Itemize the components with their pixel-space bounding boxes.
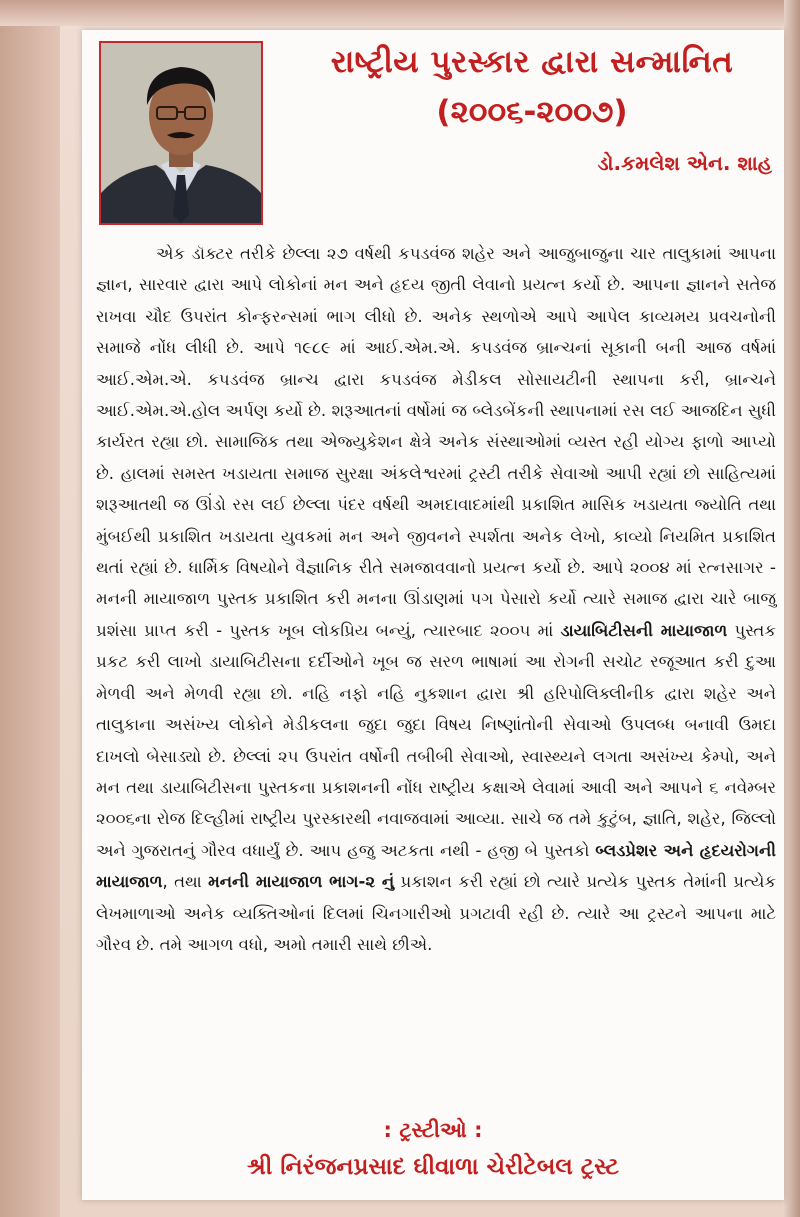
portrait-icon bbox=[101, 43, 261, 223]
tribute-paragraph bbox=[96, 238, 776, 960]
page-left-edge bbox=[0, 0, 60, 1217]
trustees-label: : ટ્રસ્ટીઓ : bbox=[383, 1118, 483, 1142]
author-name: ડો.કમલેશ એન. શાહ bbox=[597, 151, 772, 175]
tribute-card bbox=[82, 30, 784, 1200]
book-title-diabetes: ડાયાબિટીસની માયાજાળ bbox=[560, 620, 728, 640]
paragraph-text-3: , તથા bbox=[162, 872, 209, 892]
book-title-mind-part2: મનની માયાજાળ ભાગ-૨ નું bbox=[208, 872, 395, 892]
award-years: (૨૦૦૬-૨૦૦૭) bbox=[436, 94, 628, 130]
page-right-edge bbox=[784, 0, 800, 1217]
book-title-bp-heart: બ્લડપ્રેશર અને હૃદયરોગની માયાજાળ bbox=[96, 840, 776, 892]
page-title: રાષ્ટ્રીય પુરસ્કાર દ્વારા સન્માનિત bbox=[330, 44, 734, 80]
paragraph-text-1: એક ડૉક્ટર તરીકે છેલ્લા ૨૭ વર્ષથી કપડવંજ શહેર અને આજુબાજુના ચાર તાલુકામાં આપના જ્ઞાન, સારવાર દ્વારા આપે લોકોનાં મન અને હૃદય જીતી લેવાનો પ્રયત્ન કર્યો છે. આપના જ્ઞાનને સતેજ રાખવા ચૌદ ઉપરાંત કોન્ફરન્સમાં ભાગ લીધો છે. અનેક સ્થળોએ આપે આપેલ કાવ્યમય પ્રવચનોની સમાજે નોંધ લીધી છે. આપે ૧૯૮૯ માં આઈ.એમ.એ. કપડવંજ બ્રાન્ચનાં સૂકાની બની આજ વર્ષમાં આઈ.એમ.એ. કપડવંજ બ્રાન્ચ દ્વારા કપડવંજ મેડીકલ સોસાયટીની સ્થાપના કરી, બ્રાન્ચને આઈ.એમ.એ.હોલ અર્પણ કર્યો છે. શરૂઆતનાં વર્ષોમાં જ બ્લેડબેંકની સ્થાપનામાં રસ લઈ આજદિન સુધી કાર્યરત રહ્યા છો. સામાજિક તથા એજ્યુકેશન ક્ષેત્રે અનેક સંસ્થાઓમાં વ્યસ્ત રહી યોગ્ય ફાળો આપ્યો છે. હાલમાં સમસ્ત ખડાયતા સમાજ સુરક્ષા અંકલેશ્વરમાં ટ્રસ્ટી તરીકે સેવાઓ આપી રહ્યાં છો સાહિત્યમાં શરૂઆતથી જ ઊંડો રસ લઈ છેલ્લા પંદર વર્ષથી અમદાવાદમાંથી પ્રકાશિત માસિક ખડાયતા જ્યોતિ તથા મુંબઈથી પ્રકાશિત ખડાયતા યુવકમાં મન અને જીવનને સ્પર્શતા અનેક લેખો, કાવ્યો નિયમિત પ્રકાશિત થતાં રહ્યાં છે. ધાર્મિક વિષયોને વૈજ્ઞાનિક રીતે સમજાવવાનો પ્રયત્ન કર્યો છે. આપે ૨૦૦૪ માં રત્નસાગર - મનની માયાજાળ પુસ્તક પ્રકાશિત કરી મનના ઊંડાણમાં પગ પેસારો કર્યો ત્યારે સમાજ દ્વારા ચારે બાજુ પ્રશંસા પ્રાપ્ત કરી - પુસ્તક ખૂબ લોકપ્રિય બન્યું, ત્યારબાદ ૨૦૦૫ માં bbox=[96, 244, 776, 640]
paragraph-text-4: પ્રકાશન કરી રહ્યાં છો ત્યારે પ્રત્યેક પુસ્તક તેમાંની પ્રત્યેક લેખમાળાઓ અનેક વ્યક્તિઓનાં દિલમાં ચિનગારીઓ પ્રગટાવી રહી છે. ત્યારે આ ટ્રસ્ટને આપના માટે ગૌરવ છે. તમે આગળ વધો, અમો તમારી સાથે છીએ. bbox=[96, 872, 777, 954]
paragraph-text-2: પુસ્તક પ્રકટ કરી લાખો ડાયાબિટીસના દર્દીઓને ખૂબ જ સરળ ભાષામાં આ રોગની સચોટ રજૂઆત કરી દુઆ મેળવી અને મેળવી રહ્યા છો. નહિ નફો નહિ નુકશાન દ્વારા શ્રી હરિપોલિક્લીનીક દ્વારા શહેર અને તાલુકાના અસંખ્ય લોકોને મેડીકલના જુદા જુદા વિષય નિષ્ણાંતોની સેવાઓ ઉપલબ્ધ બનાવી ઉમદા દાખલો બેસાડ્યો છે. છેલ્લાં ૨૫ ઉપરાંત વર્ષોની તબીબી સેવાઓ, સ્વાસ્થ્યને લગતા અસંખ્ય કેમ્પો, અને મન તથા ડાયાબિટીસના પુસ્તકના પ્રકાશનની નોંધ રાષ્ટ્રીય કક્ષાએ લેવામાં આવી અને આપને ૬ નવેમ્બર ૨૦૦૬ના રોજ દિલ્હીમાં રાષ્ટ્રીય પુરસ્કારથી નવાજવામાં આવ્યા. સાચે જ તમે કુટુંબ, જ્ઞાતિ, શહેર, જિલ્લો અને ગુજરાતનું ગૌરવ વધાર્યું છે. આપ હજુ અટકતા નથી - હજી બે પુસ્તકો bbox=[96, 620, 776, 860]
trust-name: શ્રી નિરંજનપ્રસાદ ઘીવાળા ચેરીટેબલ ટ્રસ્ટ bbox=[247, 1154, 619, 1180]
portrait-photo bbox=[99, 41, 263, 225]
page-top-edge bbox=[0, 0, 800, 26]
